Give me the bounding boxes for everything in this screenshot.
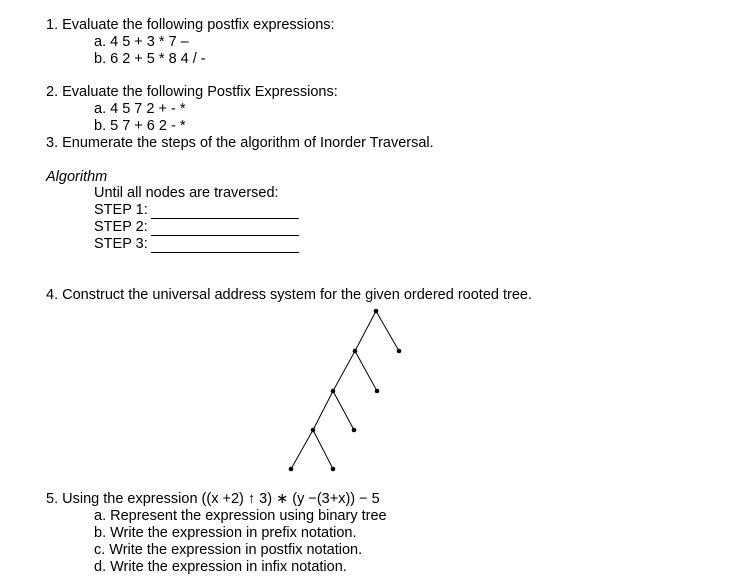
question-5-item-b: b. Write the expression in prefix notation. <box>94 525 357 541</box>
question-2-title: 2. Evaluate the following Postfix Expressions: <box>46 84 338 100</box>
tree-node <box>397 349 402 354</box>
algorithm-heading: Algorithm <box>46 169 108 185</box>
tree-edge <box>355 351 377 391</box>
question-1-item-b: b. 6 2 + 5 * 8 4 / - <box>94 51 206 67</box>
tree-edge <box>291 430 313 469</box>
tree-node <box>331 389 336 394</box>
tree-edge <box>313 391 333 430</box>
question-2-item-a: a. 4 5 7 2 + - * <box>94 101 186 117</box>
tree-node-root <box>374 309 379 314</box>
question-5-item-a: a. Represent the expression using binary tree <box>94 508 387 524</box>
algorithm-step-2-label: STEP 2: <box>94 219 148 235</box>
tree-node <box>289 467 294 472</box>
tree-node <box>375 389 380 394</box>
tree-edge <box>376 311 399 351</box>
question-5-item-c: c. Write the expression in postfix notation. <box>94 542 363 558</box>
tree-node <box>331 467 336 472</box>
algorithm-step-1-label: STEP 1: <box>94 202 148 218</box>
question-1-title: 1. Evaluate the following postfix expressions: <box>46 17 335 33</box>
tree-edge <box>333 391 354 430</box>
tree-edge <box>313 430 333 469</box>
question-5-title: 5. Using the expression ((x +2) ↑ 3) ∗ (y −(3+x)) − 5 <box>46 491 380 507</box>
algorithm-step-3-label: STEP 3: <box>94 236 148 252</box>
tree-node <box>311 428 316 433</box>
question-2-item-b: b. 5 7 + 6 2 - * <box>94 118 186 134</box>
algorithm-until-text: Until all nodes are traversed: <box>94 185 279 201</box>
question-5-item-d: d. Write the expression in infix notation. <box>94 559 347 575</box>
question-4-title: 4. Construct the universal address system for the given ordered rooted tree. <box>46 287 532 303</box>
tree-node <box>353 349 358 354</box>
tree-edge <box>333 351 355 391</box>
tree-edge <box>355 311 376 351</box>
tree-node <box>352 428 357 433</box>
question-3-title: 3. Enumerate the steps of the algorithm of Inorder Traversal. <box>46 135 434 151</box>
question-1-item-a: a. 4 5 + 3 * 7 – <box>94 34 189 50</box>
